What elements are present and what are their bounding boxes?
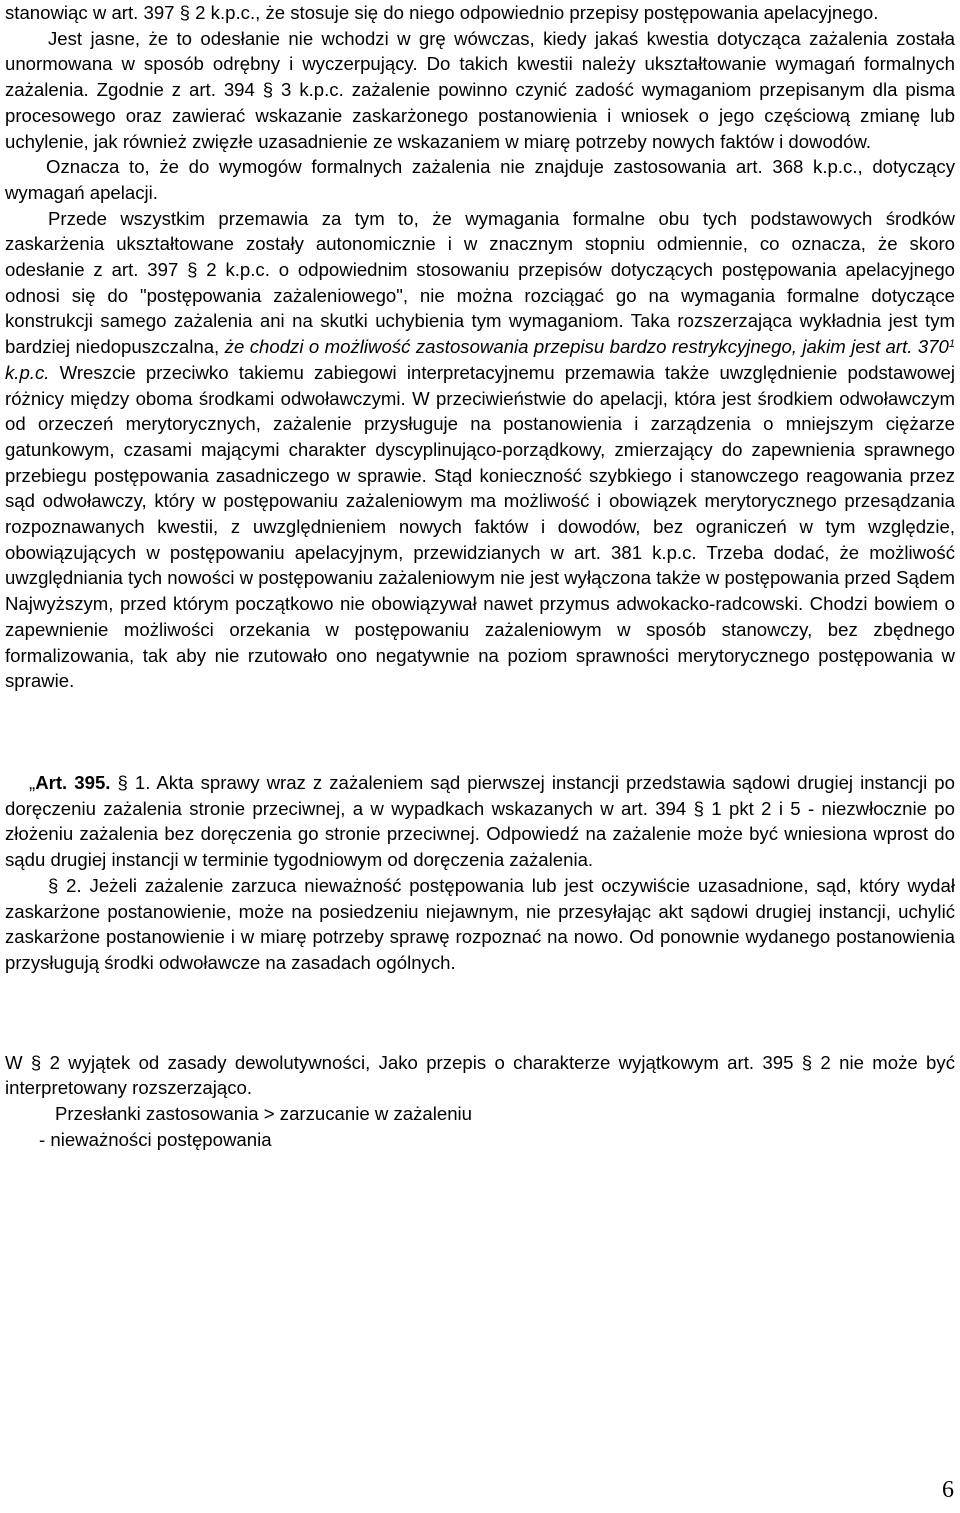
article-395-paragraph-1 (5, 770, 955, 873)
note-nullity: - nieważności postępowania (39, 1128, 272, 1150)
italic-text-kpc: k.p.c. (5, 361, 50, 383)
paragraph-formal-requirements: Jest jasne, że to odesłanie nie wchodzi w grę wówczas, kiedy jakaś kwestia dotycząca zażalenia została unormowana w sposób odrębny i wyczerpujący. Do takich kwestii należy ukształtowanie wymagań formalnych zażalenia. Zgodnie z art. 394 § 3 k.p.c. zażalenie powinno czynić zadość wymaganiom przepisanym dla pisma procesowego oraz zawierać wskazanie zaskarżonego postanowienia i wniosek o jego częściową zmianę lub uchylenie, jak również zwięzłe uzasadnienie ze wskazaniem w miarę potrzeby nowych faktów i dowodów. (5, 27, 955, 152)
note-exception: W § 2 wyjątek od zasady dewolutywności, Jako przepis o charakterze wyjątkowym art. 395 § 2 nie może być interpretowany rozszerzająco. (5, 1051, 955, 1099)
paragraph-art-368: Oznacza to, że do wymogów formalnych zażalenia nie znajduje zastosowania art. 368 k.p.c., dotyczący wymagań apelacji. (5, 156, 955, 203)
paragraph-continuation: stanowiąc w art. 397 § 2 k.p.c., że stosuje się do niego odpowiednio przepisy postępowania apelacyjnego. (5, 2, 879, 23)
superscript-one: 1 (948, 338, 955, 351)
quote-mark: „ (29, 771, 36, 793)
page-number: 6 (942, 1477, 954, 1503)
paragraph-arguments-text-b: Wreszcie przeciwko takiemu zabiegowi interpretacyjnemu przemawia także uwzględnienie podstawowej różnicy między oboma środkami odwoławczymi. W przeciwieństwie do apelacji, która jest środkiem odwoławczym od orzeczeń merytorycznych, zażalenie przysługuje na postanowienia i zarządzenia o mniejszym ciężarze gatunkowym, czasami mającymi charakter dyscyplinująco-porządkowy, zmierzający do zapewnienia sprawnego przebiegu postępowania zasadniczego w sprawie. Stąd konieczność szybkiego i stanowczego reagowania przez sąd odwoławczy, który w postępowaniu zażaleniowym ma możliwość i obowiązek merytorycznego przesądzania rozpoznawanych kwestii, z uwzględnieniem nowych faktów i dowodów, bez ograniczeń w tym względzie, obowiązujących w postępowaniu apelacyjnym, przewidzianych w art. 381 k.p.c. Trzeba dodać, że możliwość uwzględniania tych nowości w postępowaniu zażaleniowym nie jest wyłączona także w postępowania przed Sądem Najwyższym, przed którym początkowo nie obowiązywał nawet przymus adwokacko-radcowski. Chodzi bowiem o zapewnienie możliwości orzekania w postępowaniu zażaleniowym w sposób stanowczy, bez zbędnego formalizowania, tak aby nie rzutowało ono negatywnie na poziom sprawności merytorycznego postępowania w sprawie. (5, 361, 955, 692)
article-395-paragraph-2: § 2. Jeżeli zażalenie zarzuca nieważność postępowania lub jest oczywiście uzasadnione, sąd, który wydał zaskarżone postanowienie, może na posiedzeniu niejawnym, nie przesyłając akt sądowi drugiej instancji, uchylić zaskarżone postanowienie i w miarę potrzeby sprawę rozpoznać na nowo. Od ponownie wydanego postanowienia przysługują środki odwoławcze na zasadach ogólnych. (5, 874, 955, 973)
italic-text: że chodzi o możliwość zastosowania przepisu bardzo restrykcyjnego, jakim jest art. 370 (224, 336, 949, 358)
paragraph-arguments (5, 206, 955, 694)
paragraph-arguments-text-a: Przede wszystkim przemawia za tym to, że wymagania formalne obu tych podstawowych środków zaskarżenia ukształtowane zostały autonomicznie i w znacznym stopniu odmiennie, co oznacza, że skoro odesłanie z art. 397 § 2 k.p.c. o odpowiednim stosowaniu przepisów dotyczących postępowania apelacyjnego odnosi się do "postępowania zażaleniowego", nie można rozciągać go na wymagania formalne dotyczące konstrukcji samego zażalenia ani na skutki uchybienia tym wymaganiom. Taka rozszerzająca wykładnia jest tym bardziej niedopuszczalna, (5, 207, 955, 358)
note-conditions: Przesłanki zastosowania > zarzucanie w zażaleniu (55, 1103, 473, 1125)
document-page (5, 0, 955, 1152)
article-label: Art. 395. (35, 771, 111, 793)
article-395-p1-text: § 1. Akta sprawy wraz z zażaleniem sąd pierwszej instancji przedstawia sądowi drugiej instancji po doręczeniu zażalenia stronie przeciwnej, a w wypadkach wskazanych w art. 394 § 1 pkt 2 i 5 - niezwłocznie po złożeniu zażalenia bez doręczenia go stronie przeciwnej. Odpowiedź na zażalenie może być wniesiona wprost do sądu drugiej instancji w terminie tygodniowym od doręczenia zażalenia. (5, 771, 955, 871)
